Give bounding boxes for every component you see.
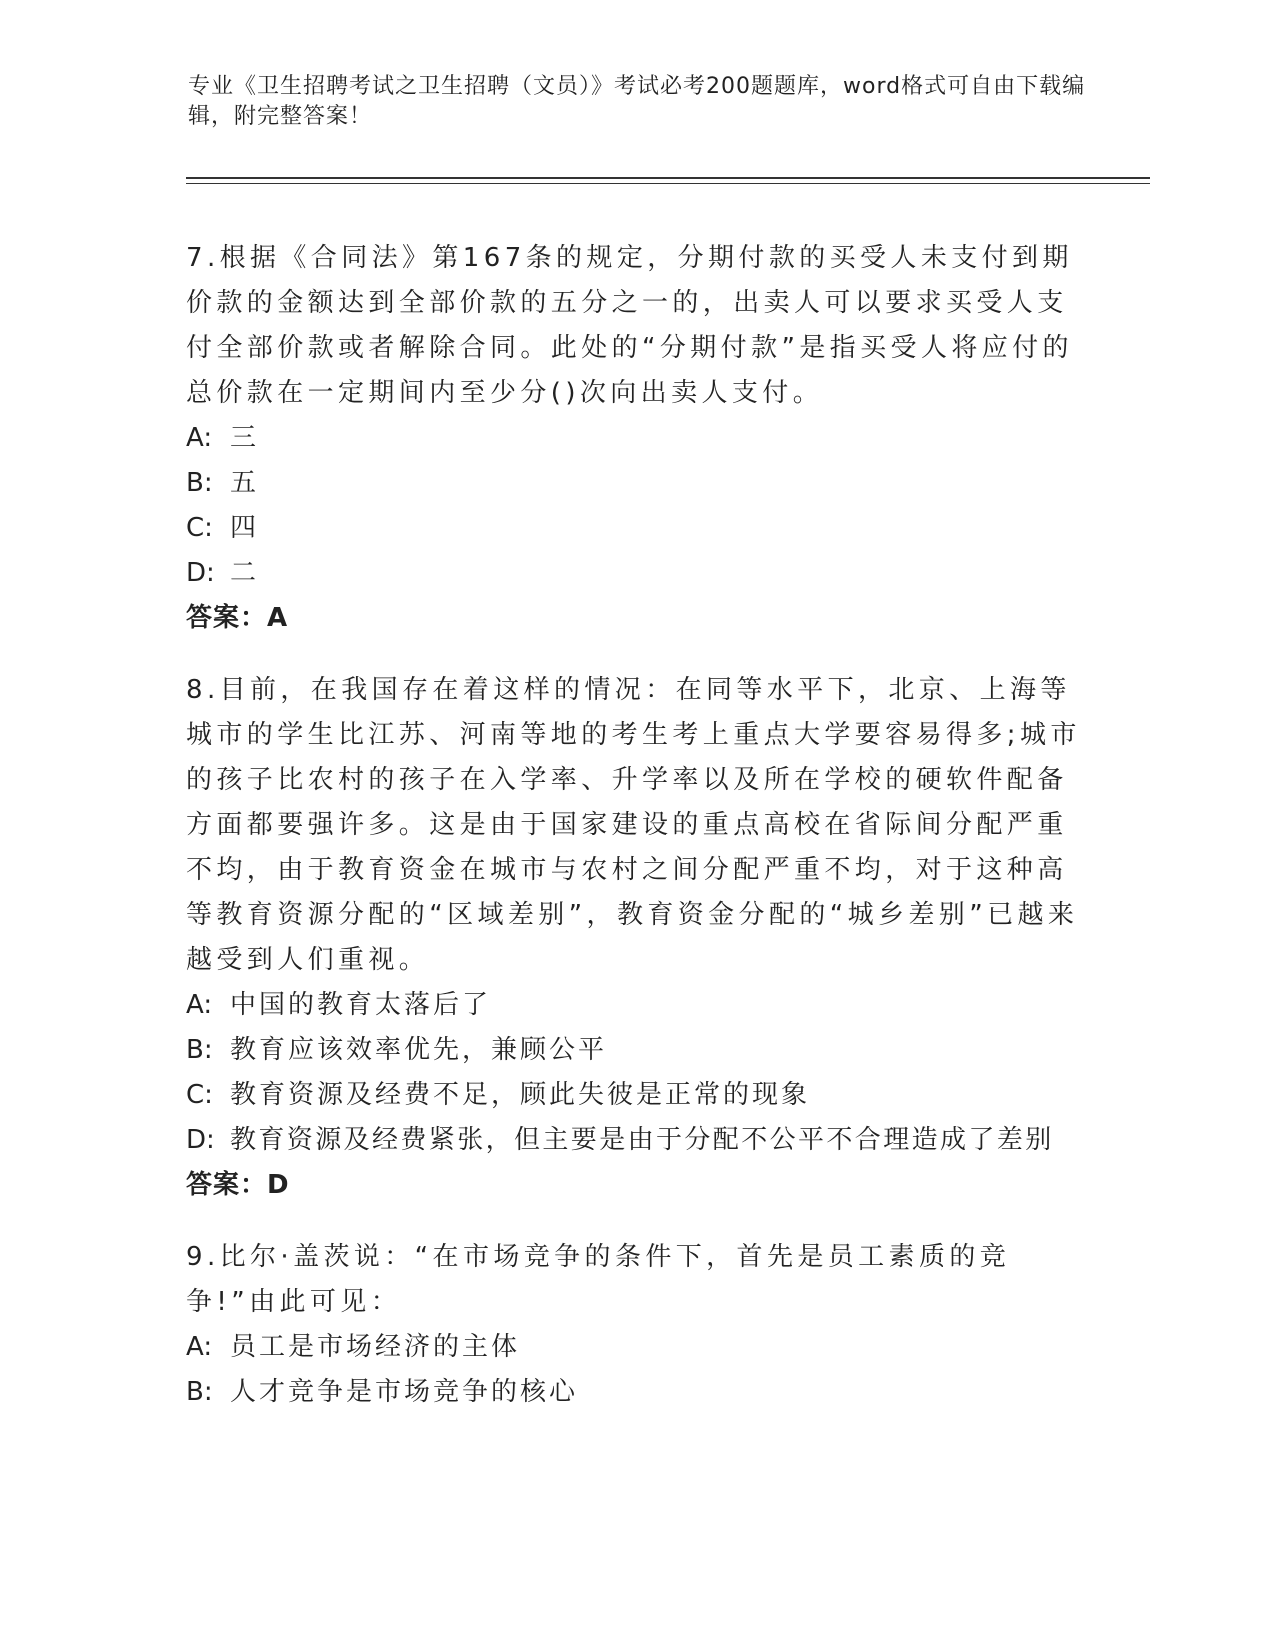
option-text: 二 [230,558,260,588]
header-rule-thick [186,177,1150,179]
option-text: 人才竞争是市场竞争的核心 [230,1377,579,1407]
answer-label: 答案：D [186,1170,290,1200]
option-letter: B: [186,1035,213,1065]
option-a [186,983,1086,1028]
option-text: 中国的教育太落后了 [230,990,492,1020]
option-letter: A: [186,1332,213,1362]
option-letter: B: [186,1377,213,1407]
option-b [186,461,1086,506]
option-b [186,1028,1086,1073]
option-letter: A: [186,990,213,1020]
option-text: 四 [230,513,260,543]
document-header: 专业《卫生招聘考试之卫生招聘（文员）》考试必考200题题库，word格式可自由下载编辑，附完整答案！ [188,74,1086,129]
question-7 [186,236,1086,641]
option-text: 教育应该效率优先，兼顾公平 [230,1035,608,1065]
question-8 [186,668,1086,1208]
option-a [186,416,1086,461]
header-rule-thin [186,183,1150,184]
option-letter: C: [186,513,213,543]
option-c [186,1073,1086,1118]
option-letter: A: [186,423,213,453]
option-text: 教育资源及经费紧张，但主要是由于分配不公平不合理造成了差别 [230,1125,1054,1155]
option-b [186,1370,1086,1415]
option-d [186,1118,1086,1163]
question-text: 9.比尔·盖茨说：“在市场竞争的条件下，首先是员工素质的竞争!”由此可见： [186,1242,1011,1317]
option-letter: D: [186,558,215,588]
option-text: 五 [230,468,260,498]
option-text: 员工是市场经济的主体 [230,1332,521,1362]
question-9 [186,1235,1086,1415]
question-text: 8.目前，在我国存在着这样的情况：在同等水平下，北京、上海等城市的学生比江苏、河南等地的考生考上重点大学要容易得多;城市的孩子比农村的孩子在入学率、升学率以及所在学校的硬软件配备方面都要强许多。这是由于国家建设的重点高校在省际间分配严重不均，由于教育资金在城市与农村之间分配严重不均，对于这种高等教育资源分配的“区域差别”，教育资金分配的“城乡差别”已越来越受到人们重视。 [186,675,1081,975]
option-text: 三 [230,423,260,453]
option-letter: D: [186,1125,215,1155]
option-d [186,551,1086,596]
option-c [186,506,1086,551]
question-text: 7.根据《合同法》第167条的规定，分期付款的买受人未支付到期价款的金额达到全部价款的五分之一的，出卖人可以要求买受人支付全部价款或者解除合同。此处的“分期付款”是指买受人将应付的总价款在一定期间内至少分()次向出卖人支付。 [186,243,1073,408]
answer-label: 答案：A [186,603,289,633]
option-letter: B: [186,468,213,498]
questions-list [186,236,1086,1442]
option-text: 教育资源及经费不足，顾此失彼是正常的现象 [230,1080,811,1110]
option-letter: C: [186,1080,213,1110]
option-a [186,1325,1086,1370]
